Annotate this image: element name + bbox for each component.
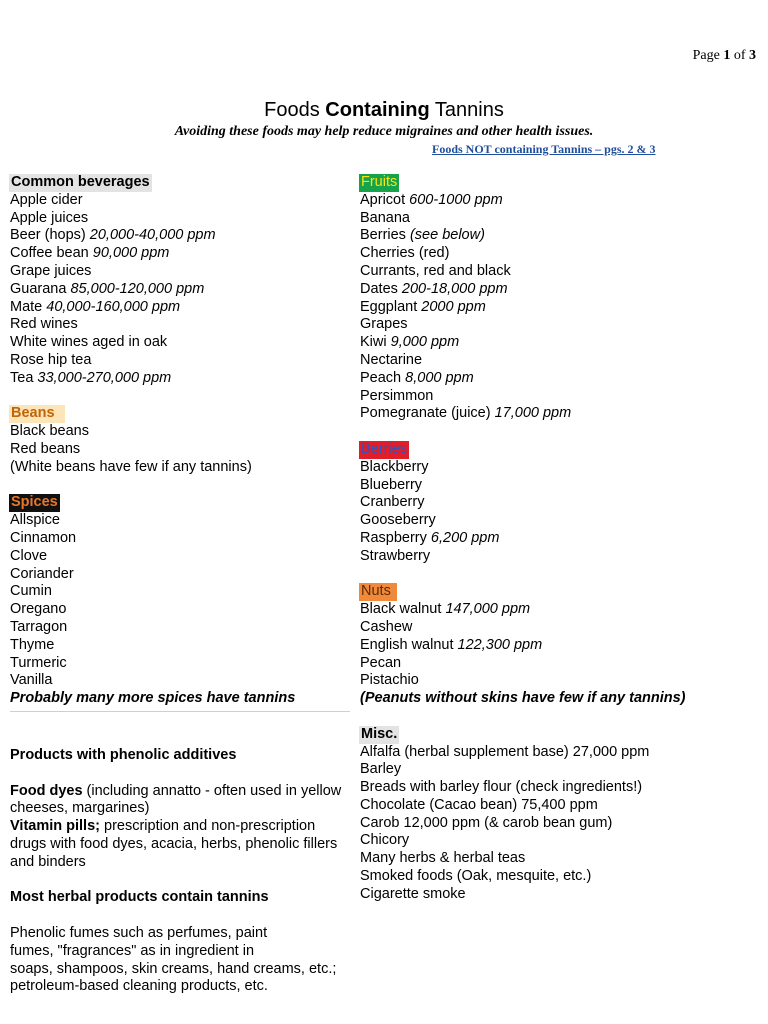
page-title: [0, 99, 768, 122]
nut-item: [360, 672, 760, 690]
beverage-item-name: Mate: [10, 298, 47, 315]
food-dyes-text: (including annatto - often used in yellow cheeses, margarines): [10, 782, 342, 817]
nut-item-ppm: 122,300 ppm: [457, 636, 543, 653]
bean-item: Black beans: [10, 423, 89, 440]
nut-item-name: Pecan: [360, 654, 402, 671]
beverage-item: [10, 370, 350, 388]
beverage-item-name: Tea: [10, 369, 38, 386]
misc-item: Breads with barley flour (check ingredients!): [360, 779, 643, 796]
beverage-item-ppm: 20,000-40,000 ppm: [89, 227, 216, 244]
fruit-item: [360, 370, 760, 388]
food-dyes-label: Food dyes: [10, 782, 83, 799]
beverage-item-name: Rose hip tea: [10, 351, 92, 368]
beverage-item: [10, 281, 350, 299]
fruit-item-ppm: 17,000 ppm: [494, 405, 572, 422]
misc-item: Many herbs & herbal teas: [360, 850, 526, 867]
fumes-line: Phenolic fumes such as perfumes, paint: [10, 924, 268, 941]
fumes-line: petroleum-based cleaning products, etc.: [10, 978, 268, 995]
beverage-item-name: Apple juices: [10, 209, 89, 226]
berry-item: [360, 512, 760, 530]
vitamin-paragraph: [10, 818, 355, 871]
title-pre: Foods: [264, 99, 320, 121]
bean-item: Red beans: [10, 440, 81, 457]
page-current: 1: [723, 48, 731, 63]
misc-list: [360, 744, 760, 904]
page-total: 3: [749, 48, 756, 63]
nut-item: [360, 655, 760, 673]
berry-item-ppm: 6,200 ppm: [430, 529, 500, 546]
title-bold: Containing: [325, 99, 430, 121]
beverage-item: [10, 245, 350, 263]
misc-item: Carob 12,000 ppm (& carob bean gum): [360, 814, 613, 831]
berry-item: [360, 548, 760, 566]
nut-item: [360, 601, 760, 619]
fruit-item-name: Dates: [360, 280, 402, 297]
beverage-item-name: Apple cider: [10, 191, 83, 208]
fruit-item-ppm: 200-18,000 ppm: [401, 280, 508, 297]
beverage-item-ppm: 33,000-270,000 ppm: [37, 369, 172, 386]
phenolic-section: [10, 747, 355, 996]
fruit-item: [360, 405, 760, 423]
fruits-header: Fruits: [361, 174, 398, 190]
fruit-item-name: Persimmon: [360, 387, 434, 404]
fumes-line: soaps, shampoos, skin creams, hand creams, etc.;: [10, 960, 337, 977]
page-number: [693, 48, 756, 64]
beverage-item: [10, 299, 350, 317]
berries-header: Berries: [361, 440, 407, 457]
spice-item: Tarragon: [10, 618, 68, 635]
berry-item-name: Strawberry: [360, 547, 431, 564]
fruit-item: [360, 316, 760, 334]
fruit-item-name: Kiwi: [360, 334, 391, 351]
nut-item-name: Black walnut: [360, 601, 446, 618]
common-beverages-list: [10, 192, 350, 388]
fruit-item: [360, 299, 760, 317]
beverage-item-ppm: 90,000 ppm: [92, 245, 170, 262]
fruit-item-name: Grapes: [360, 316, 408, 333]
nut-item-name: English walnut: [360, 636, 458, 653]
berry-item: [360, 494, 760, 512]
fruit-item-name: Eggplant: [360, 298, 422, 315]
misc-item: Cigarette smoke: [360, 885, 466, 902]
section-divider: [10, 711, 350, 712]
fruit-item-ppm: (see below): [409, 227, 485, 244]
beverage-item-name: Beer (hops): [10, 227, 90, 244]
spice-item: Allspice: [10, 512, 60, 529]
fruit-item: [360, 192, 760, 210]
fruit-item: [360, 263, 760, 281]
spice-item: Cinnamon: [10, 529, 77, 546]
berry-item-name: Cranberry: [360, 494, 425, 511]
beverage-item: [10, 334, 350, 352]
food-dyes-paragraph: [10, 783, 355, 819]
berry-item-name: Blueberry: [360, 476, 423, 493]
phenolic-heading: Products with phenolic additives: [10, 747, 237, 763]
title-post: Tannins: [434, 99, 504, 121]
fruit-item-name: Berries: [360, 227, 410, 244]
left-column: [10, 174, 350, 708]
fruit-item: [360, 281, 760, 299]
berry-item: [360, 477, 760, 495]
fruit-item-name: Cherries (red): [360, 245, 450, 262]
berry-item: [360, 530, 760, 548]
nut-item: [360, 637, 760, 655]
berries-list: [360, 459, 760, 566]
beverage-item-name: Grape juices: [10, 262, 92, 279]
beverage-item: [10, 192, 350, 210]
fruit-item: [360, 210, 760, 228]
spices-list: [10, 512, 350, 690]
page-prefix: Page: [692, 48, 720, 63]
beans-header: Beans: [9, 405, 65, 423]
spice-item: Thyme: [10, 636, 55, 653]
fruit-item: [360, 352, 760, 370]
bean-item: (White beans have few if any tannins): [10, 458, 252, 475]
beverage-item-name: White wines aged in oak: [10, 334, 168, 351]
fruit-item: [360, 388, 760, 406]
phenolic-fumes-paragraph: [10, 925, 355, 996]
misc-item: Chocolate (Cacao bean) 75,400 ppm: [360, 796, 598, 813]
page-of: of: [733, 48, 746, 63]
fruit-item-name: Pomegranate (juice): [360, 405, 495, 422]
vitamin-text: prescription and non-prescription drugs with food dyes, acacia, herbs, phenolic fillers and binders: [10, 818, 338, 870]
beverage-item-name: Guarana: [10, 280, 71, 297]
misc-item: Chicory: [360, 832, 410, 849]
berry-item-name: Blackberry: [360, 458, 429, 475]
fruit-item: [360, 245, 760, 263]
beverage-item: [10, 352, 350, 370]
fruit-item-ppm: 9,000 ppm: [390, 334, 460, 351]
fruit-item-name: Banana: [360, 209, 410, 226]
foods-not-containing-link[interactable]: Foods NOT containing Tannins – pgs. 2 & 3: [432, 142, 656, 156]
nut-item: [360, 619, 760, 637]
fruit-item-name: Currants, red and black: [360, 262, 511, 279]
beverage-item-name: Red wines: [10, 316, 78, 333]
beverage-item: [10, 316, 350, 334]
fruit-item-name: Apricot: [360, 191, 410, 208]
fruit-item: [360, 334, 760, 352]
beverage-item-name: Coffee bean: [10, 245, 93, 262]
berry-item-name: Gooseberry: [360, 512, 436, 529]
spice-item: Turmeric: [10, 654, 67, 671]
spices-note: Probably many more spices have tannins: [10, 690, 296, 707]
fruit-item-ppm: 8,000 ppm: [405, 369, 474, 386]
spice-item: Vanilla: [10, 672, 53, 689]
nuts-note: (Peanuts without skins have few if any tannins): [360, 690, 686, 707]
beans-list: [10, 423, 350, 476]
beverage-item: [10, 210, 350, 228]
spice-item: Oregano: [10, 601, 67, 618]
nuts-list: [360, 601, 760, 690]
beverage-item-ppm: 85,000-120,000 ppm: [70, 280, 205, 297]
beverage-item: [10, 227, 350, 245]
beverage-item: [10, 263, 350, 281]
spice-item: Coriander: [10, 565, 74, 582]
fruit-item-ppm: 600-1000 ppm: [409, 191, 503, 208]
nuts-header: Nuts: [359, 583, 397, 601]
fruit-item-name: Nectarine: [360, 351, 423, 368]
spice-item: Cumin: [10, 583, 52, 600]
nut-item-ppm: 147,000 ppm: [445, 601, 531, 618]
nut-item-name: Cashew: [360, 618, 413, 635]
berry-item: [360, 459, 760, 477]
misc-item: Barley: [360, 761, 402, 778]
fruit-item-ppm: 2000 ppm: [421, 298, 486, 315]
fumes-line: fumes, "fragrances" as in ingredient in: [10, 942, 255, 959]
fruit-item-name: Peach: [360, 369, 406, 386]
misc-item: Alfalfa (herbal supplement base) 27,000 ppm: [360, 743, 650, 760]
berry-item-name: Raspberry: [360, 529, 431, 546]
page-subtitle: Avoiding these foods may help reduce migraines and other health issues.: [174, 124, 594, 139]
common-beverages-header: Common beverages: [11, 174, 150, 190]
spice-item: Clove: [10, 547, 48, 564]
misc-header: Misc.: [361, 725, 398, 742]
beverage-item-ppm: 40,000-160,000 ppm: [46, 298, 181, 315]
right-column: [360, 174, 760, 904]
herbal-heading: Most herbal products contain tannins: [10, 889, 269, 906]
spices-header: Spices: [11, 494, 58, 511]
vitamin-label: Vitamin pills;: [10, 818, 100, 835]
fruit-item: [360, 227, 760, 245]
misc-item: Smoked foods (Oak, mesquite, etc.): [360, 868, 592, 885]
nut-item-name: Pistachio: [360, 672, 419, 689]
fruits-list: [360, 192, 760, 423]
